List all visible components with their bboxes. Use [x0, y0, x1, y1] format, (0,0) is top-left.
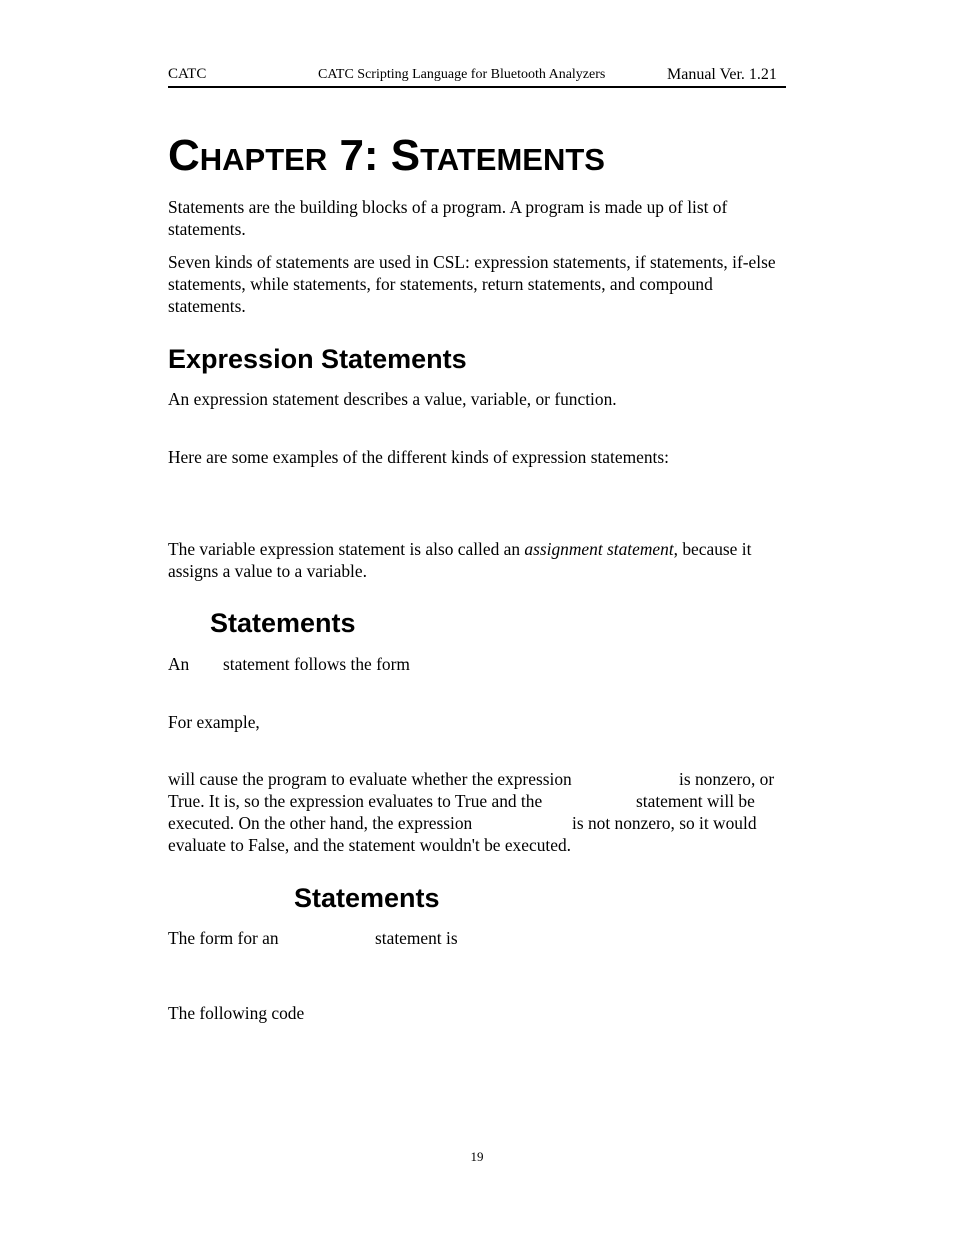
if-else-following-code: The following code	[168, 1003, 305, 1023]
intro-paragraph-2: Seven kinds of statements are used in CSL: expression statements, if statements, if-else statements, while statements, for statements, return statements, and compound statements.	[168, 252, 776, 316]
heading-expression-statements: Expression Statements	[168, 344, 467, 374]
if-else-form-a: The form for an	[168, 928, 279, 948]
assignment-text-after: , because it assigns a value to a variable.	[168, 539, 752, 581]
if-explanation-line-3a: executed. On the other hand, the expression	[168, 813, 473, 833]
if-else-form-b: statement is	[375, 928, 458, 948]
heading-if-else-statements: Statements	[294, 883, 440, 913]
if-explanation-line-1b: is nonzero, or	[679, 769, 775, 789]
if-explanation-line-3b: is not nonzero, so it would	[572, 813, 757, 833]
header-center: CATC Scripting Language for Bluetooth Analyzers	[318, 67, 606, 82]
expression-paragraph-3	[168, 538, 788, 582]
if-form-b: statement follows the form	[223, 654, 410, 674]
assignment-text-before: The variable expression statement is also called an	[168, 539, 525, 559]
heading-if-statements: Statements	[210, 608, 356, 638]
if-explanation-line-4: evaluate to False, and the statement wouldn't be executed.	[168, 835, 571, 855]
page-number: 19	[470, 1149, 484, 1164]
assignment-statement-term: assignment statement	[524, 539, 674, 559]
expression-paragraph-2: Here are some examples of the different kinds of expression statements:	[168, 447, 669, 467]
intro-paragraph-1: Statements are the building blocks of a program. A program is made up of list of statements.	[168, 197, 728, 239]
header-right: Manual Ver. 1.21	[667, 66, 777, 83]
if-example-label: For example,	[168, 712, 260, 732]
if-form-a: An	[168, 654, 190, 674]
chapter-title: Chapter 7: Statements	[168, 131, 605, 180]
if-explanation-line-2b: statement will be	[636, 791, 755, 811]
expression-paragraph-1: An expression statement describes a value, variable, or function.	[168, 389, 617, 409]
if-explanation-line-1a: will cause the program to evaluate whether the expression	[168, 769, 572, 789]
if-explanation-line-2a: True. It is, so the expression evaluates to True and the	[168, 791, 543, 811]
header-left: CATC	[168, 66, 207, 82]
header-rule	[168, 86, 786, 88]
